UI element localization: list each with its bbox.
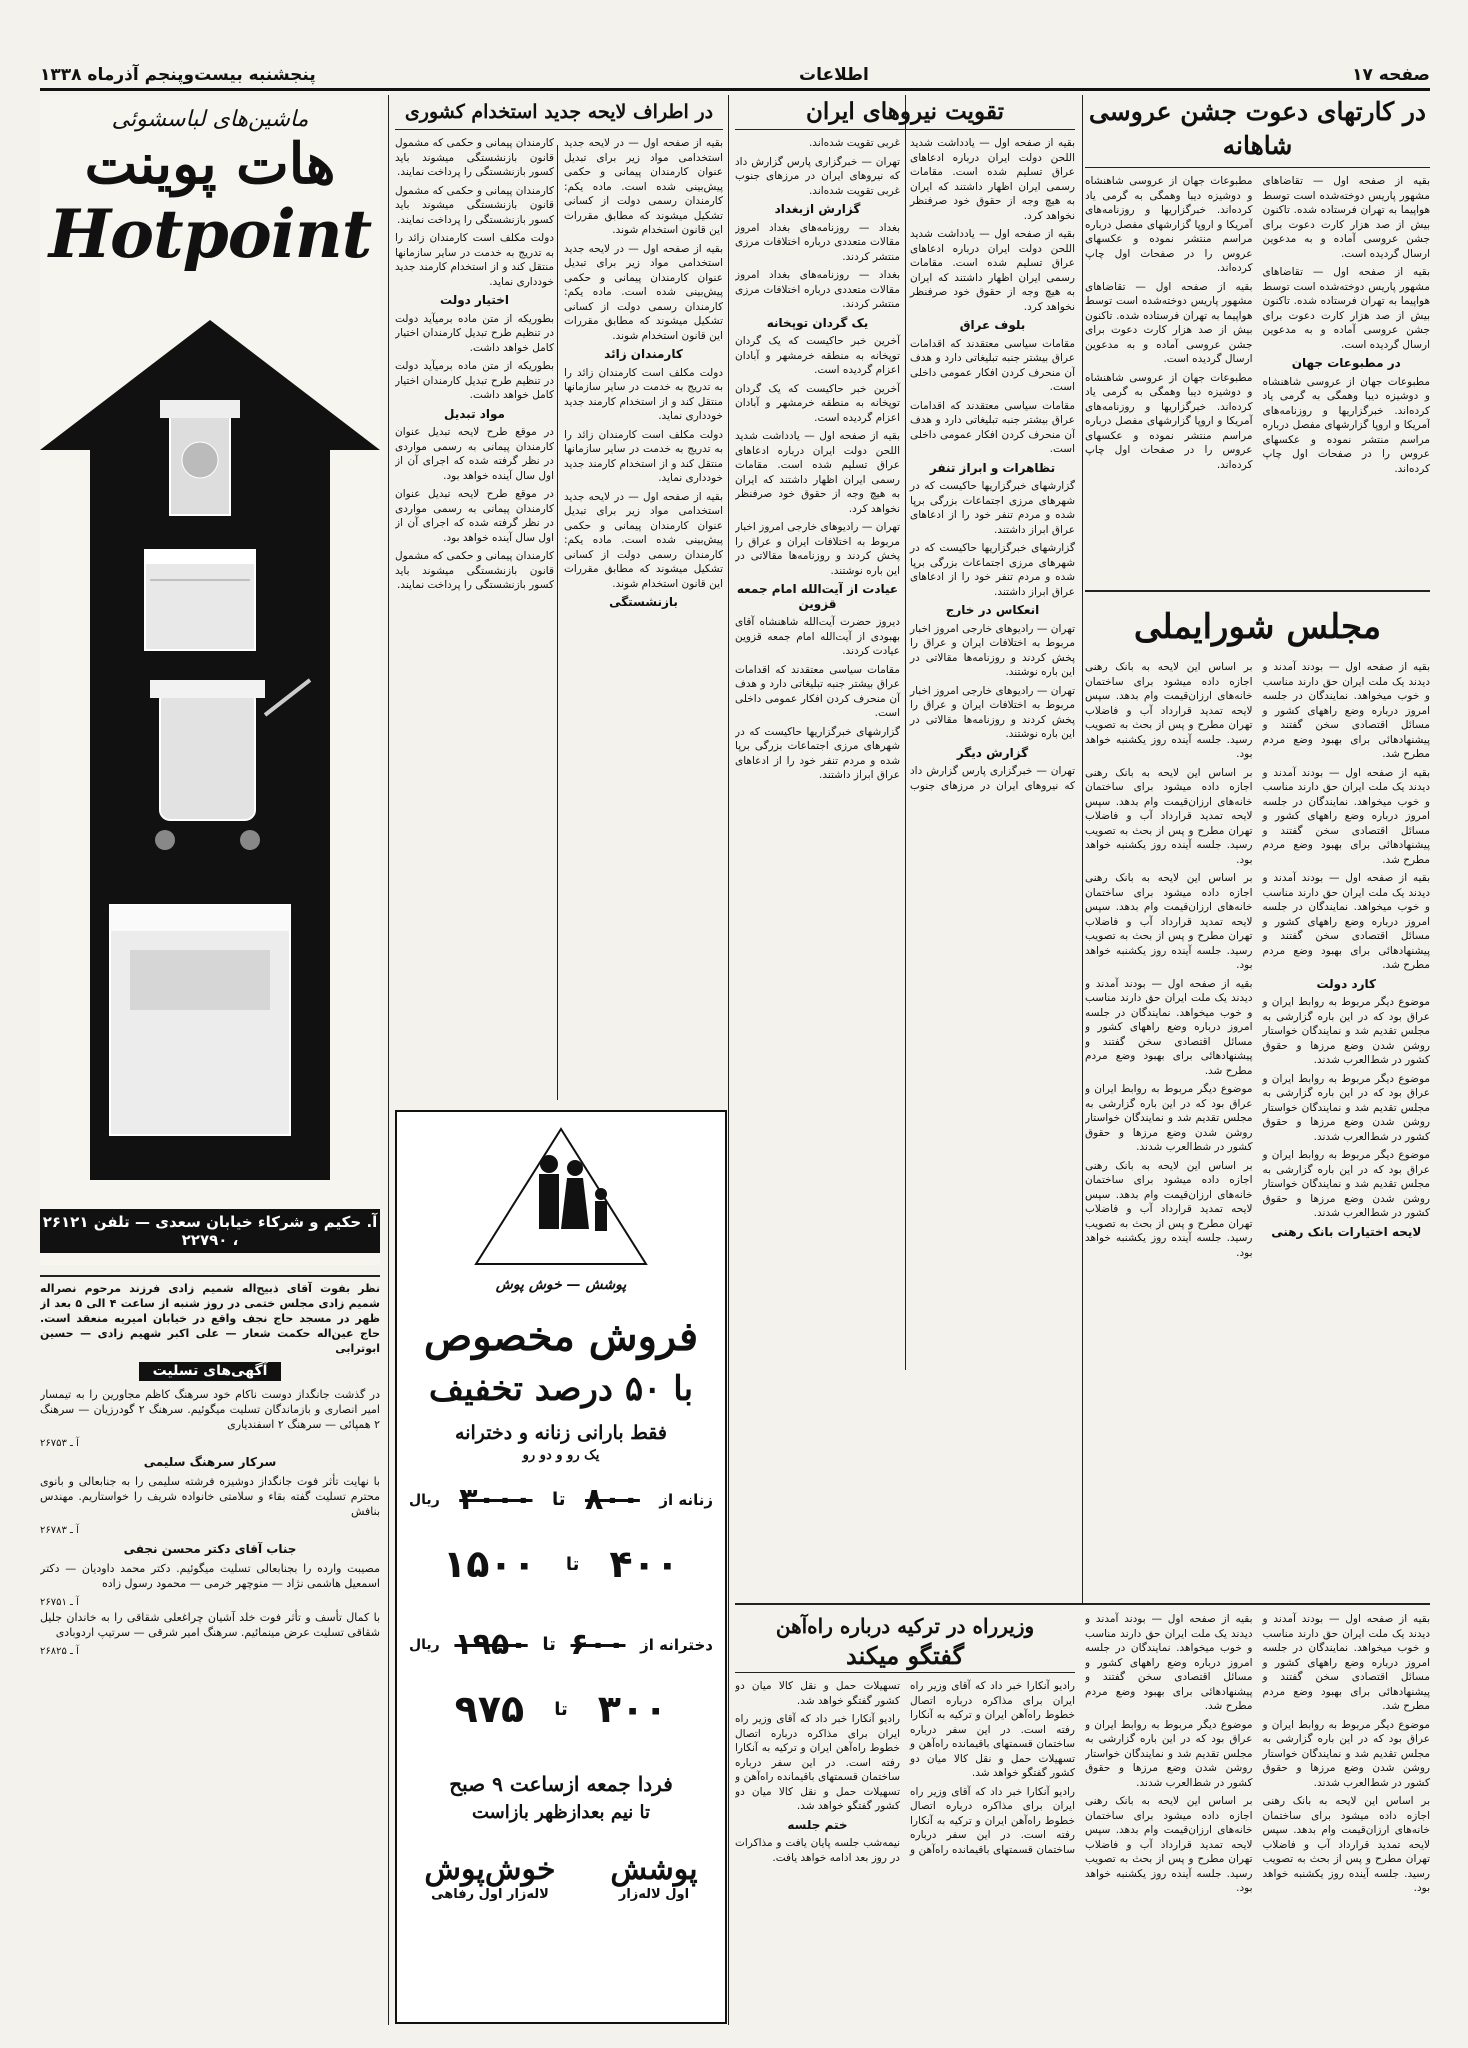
- majlis-body: بر اساس این لایحه به بانک رهنی اجازه داده میشود برای ساختمان خانه‌های ارزان‌قیمت وام بدهد. سپس لایحه تمدید قرارداد آب و فاضلاب تهران مطرح و پس از بحث به تصویب رسید. جلسه آینده روز یکشنبه خواهد بود.: [1085, 872, 1253, 971]
- majlis-body: بقیه از صفحه اول — بودند آمدند و دیدند یک ملت ایران حق دارند مناسب و خوب میخواهد. نمایندگان در جلسه امروز درباره وضع راههای کشور و مسائل اقتصادی سخن گفتند و پیشنهادهائی برای بهبود وضع مردم مطرح شد.: [1262, 1613, 1430, 1712]
- store-address: اول لاله‌زار: [618, 1887, 690, 1902]
- wedding-body: مطبوعات جهان از عروسی شاهنشاه و دوشیزه دیبا وهمگی به گرمی یاد کرده‌اند. خبرگزاریها و روزنامه‌های آمریکا و اروپا گزارشهای مفصل درباره مراسم منتشر نموده و عکسهای عروس را در صفحات اول چاپ کرده‌اند.: [1262, 375, 1430, 475]
- sale-hours: تا نیم بعدازظهر بازاست: [471, 1802, 651, 1823]
- dryer-icon: [145, 550, 255, 650]
- sale-line: فقط بارانی زنانه و دخترانه: [455, 1422, 667, 1444]
- forces-subhead: تظاهرات و ابراز تنفر: [929, 460, 1056, 475]
- store-name: خوش‌پوش: [424, 1852, 556, 1887]
- forces-subhead: گزارش دیگر: [956, 745, 1029, 760]
- notice-code: آ ـ ۲۶۷۵۱: [40, 1597, 79, 1608]
- column-rule: [728, 95, 729, 2025]
- price-row-girls-old: [409, 1627, 713, 1662]
- forces-body: بغداد — روزنامه‌های بغداد امروز مقالات متعددی درباره اختلافات مرزی منتشر کردند.: [735, 221, 900, 263]
- majlis-headline: مجلس شورایملی: [1133, 607, 1382, 647]
- notice-rule: [40, 1275, 380, 1277]
- price-row-women-new: [427, 1542, 695, 1586]
- sale-discount: با ۵۰ درصد تخفیف: [428, 1369, 694, 1409]
- forces-body: بغداد — روزنامه‌های بغداد امروز مقالات متعددی درباره اختلافات مرزی منتشر کردند.: [735, 269, 900, 310]
- rail-body: رادیو آنکارا خبر داد که آقای وزیر راه ایران برای مذاکره درباره اتصال خطوط راه‌آهن ایران و ترکیه به آنکارا رفته است. در این سفر درباره ساختمان قسمتهای باقیمانده راه‌آهن و تسهیلات حمل و نقل کالا میان دو کشور گفتگو خواهد شد.: [735, 1680, 1075, 1856]
- employment-subhead: بازنشستگی: [609, 595, 678, 609]
- employment-body: کارمندان پیمانی و حکمی که مشمول قانون بازنشستگی میشوند باید کسور بازنشستگی را پرداخت نمایند.: [395, 184, 554, 226]
- rail-body: رادیو آنکارا خبر داد که آقای وزیر راه ایران برای مذاکره درباره اتصال خطوط راه‌آهن ایران و ترکیه به آنکارا رفته است. در این سفر درباره ساختمان قسمتهای باقیمانده راه‌آهن و تسهیلات حمل و نقل کالا میان دو کشور گفتگو خواهد شد.: [735, 1713, 900, 1812]
- masthead: [40, 62, 1430, 91]
- employment-headline: در اطراف لایحه جدید استخدام کشوری: [395, 95, 723, 130]
- sale-ad: [395, 1110, 727, 2024]
- employment-body: بقیه از صفحه اول — در لایحه جدید استخدامی مواد زیر برای تبدیل عنوان کارمندان پیمانی و حکمی پیش‌بینی شده است. ماده یکم: کارمندان رسمی دولت از کسانی تشکیل میشوند که مطابق مقررات این قانون استخدام شوند.: [564, 242, 723, 342]
- rail-headline-2: گفتگو میکند: [735, 1640, 1075, 1673]
- majlis-body: بر اساس این لایحه به بانک رهنی اجازه داده میشود برای ساختمان خانه‌های ارزان‌قیمت وام بدهد. سپس لایحه تمدید قرارداد آب و فاضلاب تهران مطرح و پس از بحث به تصویب رسید. جلسه آینده روز یکشنبه خواهد بود.: [1085, 766, 1253, 866]
- to-word: تا: [551, 1489, 566, 1510]
- to-word: تا: [554, 1698, 568, 1720]
- employment-body: دولت مکلف است کارمندان زائد را به تدریج به خدمت در سایر سازمانها منتقل کند و از استخدام کارمند جدید خودداری نماید.: [395, 232, 554, 288]
- employment-body: کارمندان پیمانی و حکمی که مشمول قانون بازنشستگی میشوند باید کسور بازنشستگی را پرداخت نمایند.: [395, 550, 554, 591]
- employment-body: دولت مکلف است کارمندان زائد را به تدریج به خدمت در سایر سازمانها منتقل کند و از استخدام کارمند جدید خودداری نماید.: [564, 366, 723, 422]
- forces-body: تهران — خبرگزاری پارس گزارش داد که نیروهای ایران در مرزهای جنوب غربی تقویت شده‌اند.: [808, 137, 1075, 792]
- sale-logo-text: پوشش — خوش پوش: [495, 1277, 627, 1293]
- notice-code: آ ـ ۲۶۷۵۳: [40, 1438, 79, 1449]
- forces-body: بقیه از صفحه اول — یادداشت شدید اللحن دولت ایران درباره ادعاهای عراق تسلیم شده است. مقامات رسمی ایران اظهار داشتند که ایران به هیچ وجه از حقوق خود صرفنظر نخواهد کرد.: [910, 228, 1075, 313]
- condolence-heading: جناب آقای دکتر محسن نجفی: [123, 1542, 297, 1556]
- majlis-body: بر اساس این لایحه به بانک رهنی اجازه داده میشود برای ساختمان خانه‌های ارزان‌قیمت وام بدهد. سپس لایحه تمدید قرارداد آب و فاضلاب تهران مطرح و پس از بحث به تصویب رسید. جلسه آینده روز یکشنبه خواهد بود.: [1262, 1795, 1430, 1894]
- majlis-body: موضوع دیگر مربوط به روابط ایران و عراق بود که در این باره گزارشی به مجلس تقدیم شد و نمایندگان خواستار روشن شدن وضع مرزها و حقوق کشور در شط‌العرب شدند.: [1085, 1718, 1253, 1789]
- page-number: صفحه ۱۷: [1352, 65, 1430, 85]
- forces-subhead: گزارش ازبغداد: [774, 202, 861, 216]
- old-price: ۱۹۵۰: [454, 1627, 528, 1662]
- wedding-subhead: در مطبوعات جهان: [1291, 356, 1401, 370]
- article-forces: [735, 95, 1075, 1600]
- majlis-body: موضوع دیگر مربوط به روابط ایران و عراق بود که در این باره گزارشی به مجلس تقدیم شد و نمایندگان خواستار روشن شدن وضع مرزها و حقوق کشور در شط‌العرب شدند.: [1085, 1083, 1253, 1153]
- wedding-body: مطبوعات جهان از عروسی شاهنشاه و دوشیزه دیبا وهمگی به گرمی یاد کرده‌اند. خبرگزاریها و روزنامه‌های آمریکا و اروپا گزارشهای مفصل درباره مراسم منتشر نموده و عکسهای عروس را در صفحات اول چاپ کرده‌اند.: [1085, 175, 1253, 274]
- washer-icon: [160, 400, 240, 515]
- rail-body: رادیو آنکارا خبر داد که آقای وزیر راه ایران برای مذاکره درباره اتصال خطوط راه‌آهن ایران و ترکیه به آنکارا رفته است. در این سفر درباره ساختمان قسمتهای باقیمانده راه‌آهن و تسهیلات حمل و نقل کالا میان دو کشور گفتگو خواهد شد.: [910, 1680, 1075, 1779]
- wedding-headline: در کارتهای دعوت جشن عروسی شاهانه: [1085, 95, 1430, 168]
- forces-subhead: عیادت از آیت‌الله امام جمعه قزوین: [736, 582, 899, 611]
- forces-body: دیروز حضرت آیت‌الله شاهنشاه آقای بهبودی از آیت‌الله امام جمعه قزوین عیادت کردند.: [735, 616, 900, 657]
- forces-subhead: انعکاس در خارج: [945, 603, 1040, 617]
- forces-body: آخرین خبر حاکیست که یک گردان توپخانه به منطقه خرمشهر و آبادان اعزام گردیده است.: [735, 335, 900, 376]
- forces-body: تهران — رادیوهای خارجی امروز اخبار مربوط به اختلافات ایران و عراق را پخش کردند و روزنامه‌ها مقالاتی در این باره نوشتند.: [910, 684, 1075, 740]
- forces-body: گزارشهای خبرگزاریها حاکیست که در شهرهای مرزی اجتماعات بزرگی برپا شده و مردم تنفر خود را از ادعاهای عراق ابراز داشتند.: [735, 725, 900, 781]
- store-name: پوشش: [610, 1852, 698, 1887]
- article-wedding: [1085, 95, 1430, 585]
- majlis-body: بقیه از صفحه اول — بودند آمدند و دیدند یک ملت ایران حق دارند مناسب و خوب میخواهد. نمایندگان در جلسه امروز درباره وضع راههای کشور و مسائل اقتصادی سخن گفتند و پیشنهادهائی برای بهبود وضع مردم مطرح شد.: [1085, 1613, 1253, 1712]
- employment-body: بطوریکه از متن ماده برمیآید دولت در تنظیم طرح تبدیل کارمندان اختیار کامل خواهد داشت.: [395, 360, 554, 401]
- rail-headline: وزیرراه در ترکیه درباره راه‌آهن: [775, 1614, 1035, 1638]
- sale-sub: یک رو و دو رو: [522, 1448, 600, 1463]
- majlis-body: موضوع دیگر مربوط به روابط ایران و عراق بود که در این باره گزارشی به مجلس تقدیم شد و نمایندگان خواستار روشن شدن وضع مرزها و حقوق کشور در شط‌العرب شدند.: [1262, 1718, 1430, 1789]
- forces-body: مقامات سیاسی معتقدند که اقدامات عراق بیشتر جنبه تبلیغاتی دارد و هدف آن منحرف کردن افکار عمومی داخلی است.: [910, 337, 1075, 393]
- forces-subhead: یک گردان توپخانه: [766, 315, 869, 330]
- price-row-girls-new: [427, 1687, 695, 1731]
- notice-code: آ ـ ۲۶۸۲۵: [40, 1646, 79, 1657]
- forces-body: گزارشهای خبرگزاریها حاکیست که در شهرهای مرزی اجتماعات بزرگی برپا شده و مردم تنفر خود را از ادعاهای عراق ابراز داشتند.: [910, 542, 1075, 598]
- price-unit: ریال: [409, 1491, 440, 1508]
- article-majlis-continued: [1085, 1612, 1430, 2020]
- old-price: ۸۰۰: [584, 1482, 640, 1517]
- majlis-body: موضوع دیگر مربوط به روابط ایران و عراق بود که در این باره گزارشی به مجلس تقدیم شد و نمایندگان خواستار روشن شدن وضع مرزها و حقوق کشور در شط‌العرب شدند.: [1262, 1149, 1430, 1219]
- column-rule: [388, 95, 389, 2025]
- majlis-body: بر اساس این لایحه به بانک رهنی اجازه داده میشود برای ساختمان خانه‌های ارزان‌قیمت وام بدهد. سپس لایحه تمدید قرارداد آب و فاضلاب تهران مطرح و پس از بحث به تصویب رسید. جلسه آینده روز یکشنبه خواهد بود.: [1085, 1159, 1253, 1259]
- employment-subhead: اختیار دولت: [440, 293, 509, 307]
- section-rule: [735, 1603, 1430, 1605]
- new-price: ۱۵۰۰: [443, 1542, 536, 1586]
- column-rule: [1082, 95, 1083, 1605]
- hotpoint-dealer: آ. حکیم و شرکاء خیابان سعدی — تلفن ۲۶۱۲۱ ، ۲۲۷۹۰: [40, 1209, 380, 1253]
- automatic-washer-icon: [110, 905, 290, 1135]
- employment-subhead: کارمندان زائد: [604, 347, 683, 361]
- majlis-body: بقیه از صفحه اول — بودند آمدند و دیدند یک ملت ایران حق دارند مناسب و خوب میخواهد. نمایندگان در جلسه امروز درباره وضع راههای کشور و مسائل اقتصادی سخن گفتند و پیشنهادهائی برای بهبود وضع مردم مطرح شد.: [1262, 872, 1430, 971]
- article-employment: [395, 95, 723, 1100]
- paper-name: اطلاعات: [798, 65, 869, 85]
- new-price: ۳۰۰: [597, 1687, 668, 1731]
- condolence-section-title: آگهی‌های تسلیت: [139, 1362, 282, 1381]
- sale-hours: فردا جمعه ازساعت ۹ صبح: [449, 1772, 673, 1796]
- new-price: ۹۷۵: [454, 1687, 525, 1731]
- hotpoint-tagline: ماشین‌های لباسشوئی: [111, 107, 309, 132]
- condolence-notice: در گذشت جانگداز دوست ناکام خود سرهنگ کاظم مجاورین را به تیمسار امیر انصاری و بازماندگان تسلیت میگوئیم. سرهنگ ۲ گودرزیان — سرهنگ ۲ همپائی — سرهنگ ۲ اسفندیاری: [40, 1388, 380, 1431]
- forces-body: آخرین خبر حاکیست که یک گردان توپخانه به منطقه خرمشهر و آبادان اعزام گردیده است.: [735, 382, 900, 424]
- forces-body: مقامات سیاسی معتقدند که اقدامات عراق بیشتر جنبه تبلیغاتی دارد و هدف آن منحرف کردن افکار عمومی داخلی است.: [910, 399, 1075, 455]
- condolence-heading: سرکار سرهنگ سلیمی: [143, 1455, 277, 1469]
- article-rail: [735, 1612, 1075, 2020]
- wedding-body: بقیه از صفحه اول — تقاضاهای مشهور پاریس دوخته‌شده است توسط هواپیما به تهران فرستاده شده. تاکنون بیش از صد هزار کارت دعوت برای جشن عروسی آماده و به مدعوین ارسال گردیده است.: [1085, 280, 1253, 365]
- employment-body: در موقع طرح لایحه تبدیل عنوان کارمندان پیمانی به رسمی مواردی در نظر گرفته شده که اجرای آن از اول سال آینده خواهد بود.: [395, 488, 554, 544]
- old-price: ۶۰۰: [570, 1627, 626, 1662]
- employment-body: در موقع طرح لایحه تبدیل عنوان کارمندان پیمانی به رسمی مواردی در نظر گرفته شده که اجرای آن از اول سال آینده خواهد بود.: [395, 426, 554, 482]
- majlis-body: موضوع دیگر مربوط به روابط ایران و عراق بود که در این باره گزارشی به مجلس تقدیم شد و نمایندگان خواستار روشن شدن وضع مرزها و حقوق کشور در شط‌العرب شدند.: [1262, 1072, 1430, 1143]
- majlis-subhead: لایحه اختیارات بانک رهنی: [1271, 1224, 1422, 1239]
- hotpoint-brand-en: Hotpoint: [48, 195, 372, 273]
- family-silhouette-icon: [471, 1124, 651, 1274]
- to-word: تا: [565, 1553, 580, 1575]
- forces-body: مقامات سیاسی معتقدند که اقدامات عراق بیشتر جنبه تبلیغاتی دارد و هدف آن منحرف کردن افکار عمومی داخلی است.: [735, 663, 900, 719]
- price-label: زنانه از: [659, 1490, 713, 1509]
- price-row-women-old: [409, 1482, 713, 1517]
- majlis-body: بر اساس این لایحه به بانک رهنی اجازه داده میشود برای ساختمان خانه‌های ارزان‌قیمت وام بدهد. سپس لایحه تمدید قرارداد آب و فاضلاب تهران مطرح و پس از بحث به تصویب رسید. جلسه آینده روز یکشنبه خواهد بود.: [1085, 1795, 1253, 1894]
- store-pooshesh: [610, 1852, 697, 1902]
- employment-body: بقیه از صفحه اول — در لایحه جدید استخدامی مواد زیر برای تبدیل عنوان کارمندان پیمانی و حکمی پیش‌بینی شده است. ماده یکم: کارمندان رسمی دولت از کسانی تشکیل میشوند که مطابق مقررات این قانون استخدام شوند.: [564, 490, 723, 590]
- forces-body: تهران — رادیوهای خارجی امروز اخبار مربوط به اختلافات ایران و عراق را پخش کردند و روزنامه‌ها مقالاتی در این باره نوشتند.: [735, 521, 900, 577]
- hotpoint-ad: [40, 95, 380, 1265]
- forces-body: گزارشهای خبرگزاریها حاکیست که در شهرهای مرزی اجتماعات بزرگی برپا شده و مردم تنفر خود را از ادعاهای عراق ابراز داشتند.: [910, 480, 1075, 536]
- obituary-notice: نظر بفوت آقای ذبیح‌اله شمیم زادی فرزند مرحوم نصراله شمیم زادی مجلس ختمی در روز شنبه از ساعت ۴ الی ۵ بعد از ظهر در مسجد حاج نجف واقع در خیابان امیریه منعقد است. حاج عین‌اله حکمت شعار — علی اکبر شهیم زادی — حسین ابوترابی: [40, 1282, 380, 1355]
- forces-body: بقیه از صفحه اول — یادداشت شدید اللحن دولت ایران درباره ادعاهای عراق تسلیم شده است. مقامات رسمی ایران اظهار داشتند که ایران به هیچ وجه از حقوق خود صرفنظر نخواهد کرد.: [735, 430, 900, 515]
- employment-body: بقیه از صفحه اول — در لایحه جدید استخدامی مواد زیر برای تبدیل عنوان کارمندان پیمانی و حکمی پیش‌بینی شده است. ماده یکم: کارمندان رسمی دولت از کسانی تشکیل میشوند که مطابق مقررات این قانون استخدام شوند.: [564, 137, 723, 236]
- rail-subhead: ختم جلسه: [787, 1817, 848, 1832]
- majlis-subhead: کارد دولت: [1316, 976, 1377, 991]
- employment-body: کارمندان پیمانی و حکمی که مشمول قانون بازنشستگی میشوند باید کسور بازنشستگی را پرداخت نمایند.: [395, 137, 554, 178]
- price-label: دخترانه از: [640, 1635, 713, 1654]
- notice-code: آ ـ ۲۶۷۸۳: [40, 1525, 79, 1536]
- sale-title: فروش مخصوص: [423, 1313, 699, 1360]
- forces-body: بقیه از صفحه اول — یادداشت شدید اللحن دولت ایران درباره ادعاهای عراق تسلیم شده است. مقامات رسمی ایران اظهار داشتند که ایران به هیچ وجه از حقوق خود صرفنظر نخواهد کرد.: [910, 137, 1075, 222]
- wedding-body: بقیه از صفحه اول — تقاضاهای مشهور پاریس دوخته‌شده است توسط هواپیما به تهران فرستاده شده. تاکنون بیش از صد هزار کارت دعوت برای جشن عروسی آماده و به مدعوین ارسال گردیده است.: [1262, 266, 1430, 351]
- majlis-body: بر اساس این لایحه به بانک رهنی اجازه داده میشود برای ساختمان خانه‌های ارزان‌قیمت وام بدهد. سپس لایحه تمدید قرارداد آب و فاضلاب تهران مطرح و پس از بحث به تصویب رسید. جلسه آینده روز یکشنبه خواهد بود.: [1085, 661, 1253, 760]
- store-khoshpoosh: [424, 1852, 555, 1902]
- majlis-body: موضوع دیگر مربوط به روابط ایران و عراق بود که در این باره گزارشی به مجلس تقدیم شد و نمایندگان خواستار روشن شدن وضع مرزها و حقوق کشور در شط‌العرب شدند.: [1262, 996, 1430, 1066]
- majlis-body: بقیه از صفحه اول — بودند آمدند و دیدند یک ملت ایران حق دارند مناسب و خوب میخواهد. نمایندگان در جلسه امروز درباره وضع راههای کشور و مسائل اقتصادی سخن گفتند و پیشنهادهائی برای بهبود وضع مردم مطرح شد.: [1262, 661, 1430, 760]
- arrow-graphic: [40, 320, 380, 1220]
- condolence-notice: با نهایت تأثر فوت جانگداز دوشیزه فرشته سلیمی را به جنابعالی و بانوی محترم تسلیت گفته بقاء و سلامتی خانواده شریف را خواستاریم. مهندس بنافش: [40, 1475, 380, 1518]
- employment-subhead: مواد تبدیل: [444, 406, 505, 421]
- notices: [40, 1275, 380, 2020]
- old-price: ۳۰۰۰: [459, 1482, 533, 1517]
- wedding-body: مطبوعات جهان از عروسی شاهنشاه و دوشیزه دیبا وهمگی به گرمی یاد کرده‌اند. خبرگزاریها و روزنامه‌های آمریکا و اروپا گزارشهای مفصل درباره مراسم منتشر نموده و عکسهای عروس را در صفحات اول چاپ کرده‌اند.: [1085, 371, 1253, 471]
- to-word: تا: [542, 1634, 556, 1655]
- article-majlis: [1085, 600, 1430, 1600]
- issue-date: پنجشنبه بیست‌وپنجم آذرماه ۱۳۳۸: [40, 65, 316, 85]
- price-unit: ریال: [409, 1636, 440, 1653]
- employment-body: دولت مکلف است کارمندان زائد را به تدریج به خدمت در سایر سازمانها منتقل کند و از استخدام کارمند جدید خودداری نماید.: [564, 428, 723, 484]
- new-price: ۴۰۰: [609, 1542, 679, 1586]
- condolence-notice: با کمال تأسف و تأثر فوت خلد آشیان چراغعلی شقاقی را به خاندان جلیل شقاقی تسلیت عرض مینمائیم. سرهنگ امیر شرقی — سرتیپ اردوبادی: [40, 1611, 380, 1639]
- condolence-notice: مصیبت وارده را بجنابعالی تسلیت میگوئیم. دکتر محمد داودیان — دکتر اسمعیل هاشمی نژاد — منوچهر خرمی — محمود رسول زاده: [40, 1562, 380, 1590]
- forces-body: تهران — رادیوهای خارجی امروز اخبار مربوط به اختلافات ایران و عراق را پخش کردند و روزنامه‌ها مقالاتی در این باره نوشتند.: [910, 622, 1075, 678]
- hotpoint-brand-fa: هات پوینت: [84, 131, 336, 197]
- sale-stores: [397, 1852, 725, 1902]
- employment-body: بطوریکه از متن ماده برمیآید دولت در تنظیم طرح تبدیل کارمندان اختیار کامل خواهد داشت.: [395, 312, 554, 354]
- rail-body: نیمه‌شب جلسه پایان یافت و مذاکرات در روز بعد ادامه خواهد یافت.: [735, 1837, 900, 1864]
- store-address: لاله‌زار اول رفاهی: [431, 1887, 549, 1902]
- forces-body: تهران — خبرگزاری پارس گزارش داد که نیروهای ایران در مرزهای جنوب غربی تقویت شده‌اند.: [735, 155, 900, 197]
- majlis-body: بقیه از صفحه اول — بودند آمدند و دیدند یک ملت ایران حق دارند مناسب و خوب میخواهد. نمایندگان در جلسه امروز درباره وضع راههای کشور و مسائل اقتصادی سخن گفتند و پیشنهادهائی برای بهبود وضع مردم مطرح شد.: [1262, 766, 1430, 866]
- forces-headline: تقویت نیروهای ایران: [735, 95, 1075, 130]
- section-rule: [1085, 590, 1430, 592]
- wedding-body: بقیه از صفحه اول — تقاضاهای مشهور پاریس دوخته‌شده است توسط هواپیما به تهران فرستاده شده. تاکنون بیش از صد هزار کارت دعوت برای جشن عروسی آماده و به مدعوین ارسال گردیده است.: [1262, 175, 1430, 260]
- majlis-body: بقیه از صفحه اول — بودند آمدند و دیدند یک ملت ایران حق دارند مناسب و خوب میخواهد. نمایندگان در جلسه امروز درباره وضع راههای کشور و مسائل اقتصادی سخن گفتند و پیشنهادهائی برای بهبود وضع مردم مطرح شد.: [1085, 977, 1253, 1077]
- forces-subhead: بلوف عراق: [959, 318, 1026, 332]
